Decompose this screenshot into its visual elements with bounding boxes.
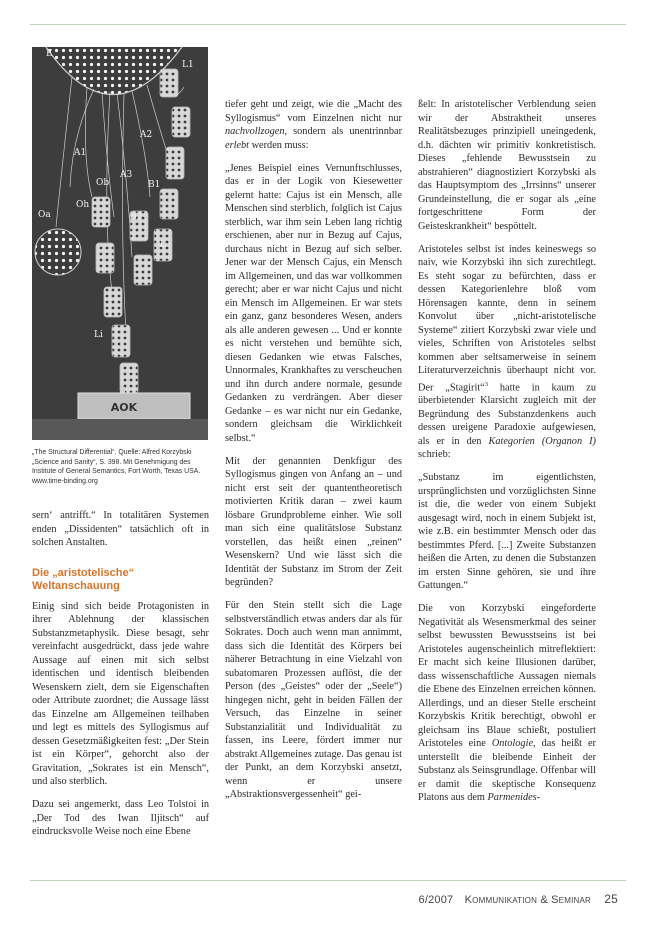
label-a3: A3 <box>120 170 133 180</box>
page-footer <box>419 892 619 906</box>
col3-p3-text-b: , das heißt er unterstellt die bleibende Einheit der Substanz als Seinsgrundlage. Offenbar will er damit die skeptische Konsequenz Platons aus dem <box>418 738 596 804</box>
column-2 <box>225 98 402 802</box>
issue-number: 6/2007 <box>418 894 454 906</box>
label-b1: B1 <box>148 180 161 190</box>
col3-aristotle-quote: „Substanz im eigentlichsten, ursprünglichsten und vorzüglichsten Sinne ist die, die weder von einem Subjekt ausgesagt wird, noch in einem Subjekt ist, wie z.B. ein bestimmter Mensch oder das bestimmtes Pferd. [...] Zweite Substanzen heißen die Arten, zu denen die Substanzen im ersten Sinne gehören, sie und ihre Gattungen.“ <box>418 472 596 592</box>
col1-paragraph-1: Einig sind sich beide Protagonisten in ihrer Ablehnung der klassischen Substanzmetaphysik. Diese besagt, sehr vereinfacht ausgedrückt, dass jede wahre Aussage auf einen mit sich selbst identischen und identisch bleibenden Wesenskern zielt, dem sie Eigenschaften oder Attribute zuordnet; die Aussage lässt das Einzelne am Allgemeinen teilhaben und legt es mittels des Syllogismus auf dessen Gesetzmäßigkeiten fest: „Der Stein ist ein Körper“, gehorcht also der Gravitation, „Sokrates ist ein Mensch“, und also sterblich. <box>32 600 209 787</box>
label-li: Li <box>94 330 103 340</box>
label-oh: Oh <box>76 200 90 210</box>
page-number: 25 <box>604 892 618 906</box>
top-rule <box>30 24 626 25</box>
col3-p3-emphasis-1: Ontologie <box>491 738 534 750</box>
label-e: E <box>46 49 53 59</box>
col2-paragraph-1 <box>225 98 402 152</box>
structural-differential-illustration <box>32 47 208 440</box>
footnote-marker: 3 <box>484 380 488 388</box>
col3-paragraph-3 <box>418 602 596 805</box>
col2-p1-emphasis-2: erlebt <box>225 139 250 151</box>
label-a1: A1 <box>74 148 87 158</box>
col2-p1-emphasis-1: nachvollzogen <box>225 126 285 137</box>
col3-p3-text-c: - <box>536 792 541 804</box>
col2-paragraph-3: Für den Stein stellt sich die Lage selbstverständlich etwas anders dar als für Sokrates. Doch auch wenn man annimmt, dass sich die Identität des Körpers bei näherer Betrachtung in eine Vielzahl von subatomaren Prozessen auflöst, die der Person (des „Geistes“ oder der „Seele“) hingegen nicht, geht in beiden Fällen der Versuch, das Einzelne in seiner Substanzialität und Individualität zu fassen, ins Leere, fördert immer nur abstrakt Allgemeines zutage. Das genau ist der Punkt, an dem Korzybski ansetzt, wenn er unsere „Abstraktionsvergessenheit“ gei- <box>225 600 402 800</box>
label-l1: L1 <box>182 60 194 70</box>
label-oa: Oa <box>38 210 51 220</box>
col2-p1-text-b: , sondern als unentrinnbar <box>284 126 402 137</box>
figure-caption: „The Structural Differential“. Quelle: Alfred Korzybski „Science and Sanity“, S. 398. Mit Genehmigung des Institute of General Semantics, Fort Worth, Texas USA. www.time-binding.org <box>32 449 201 485</box>
col3-paragraph-2 <box>418 243 596 462</box>
col3-p2-text-a: Aristoteles selbst ist indes keineswegs so naiv, wie Korzybski ihn sich zurechtlegt. Es steht sogar zu befürchten, dass er dessen Kategorienlehre bloß vom Hörensagen kannte, denn in seinem Konvolut über „nicht-aristotelische Systeme“ zitiert Korzybski zwar viele und vieles, Schriften von Aristoteles selbst kommen aber seltsamerweise in seinem Literaturverzeichnis überhaupt nicht vor. Der „Stagirit“ <box>418 243 596 393</box>
col3-p3-text-a: Die von Korzybski eingeforderte Negativität als Wesensmerkmal des seiner selbst bewussten Bewusstseins ist bei Aristoteles augenscheinlich mitreflektiert: Er macht sich keine Illusionen darüber, dass wissenschaftliche Aussagen niemals die Ebene des Einzelnen erreichen können. Allerdings, und an dieser Stelle erscheint Korzybskis Kritik berechtigt, obwohl er gleichsam ins Blaue schießt, postuliert Aristoteles eine <box>418 603 596 750</box>
column-3 <box>418 98 596 805</box>
col3-p2-emphasis: Kategorien (Organon I) <box>488 435 596 447</box>
col3-p3-emphasis-2: Parmenides <box>487 792 537 804</box>
col3-p2-text-b: hatte in kaum zu überbietender Klarsicht zugleich mit der Begründung des Substanzdenkens auch dessen ureigene Paradoxie aufgewiesen, als er in den <box>418 381 596 447</box>
publication-name: Kommunikation & Seminar <box>464 894 591 906</box>
section-heading-line-2: Weltanschauung <box>32 579 120 592</box>
bottom-rule <box>30 880 626 881</box>
col2-p1-text-c: werden muss: <box>249 139 309 151</box>
stand-logo: AOK <box>110 401 138 414</box>
label-b2: B2 <box>130 212 143 222</box>
section-heading-line-1: Die „aristotelische“ <box>32 566 135 579</box>
col2-p1-text-a: tiefer geht und zeigt, wie die „Macht des Syllogismus“ vom Einzelnen nicht nur <box>225 99 402 124</box>
col1-paragraph-0: sern‘ antrifft.“ In totalitären Systemen enden „Dissidenten“ tatsächlich oft in solchen Anstalten. <box>32 510 209 548</box>
col3-paragraph-1: ßelt: In aristotelischer Verblendung seien wir der Abstraktheit unseres Realitätsbezuges prinzipiell uneingedenk, d.h. dächten wir primitiv konkretistisch. Dieses „fehlende Bewusstsein zu abstrahieren“ diagnostiziert Korzybski als das Hauptsymptom des „Irrsinns“ unserer Grundeinstellung, die er sogar als „eine fortgeschrittene Form der Geisteskrankheit“ bespöttelt. <box>418 99 596 232</box>
label-a2: A2 <box>140 130 153 140</box>
col2-paragraph-2: Mit der genannten Denkfigur des Syllogismus gingen von Anfang an – und nicht erst seit der quantentheoretisch motivierten Kritik daran – zwei kaum lösbare Grundprobleme einher. Wie soll man sich eine qualitätslose Substanz vorstellen, das heißt einen „reinen“ Wesenskern? Und wie lässt sich die Identität der Substanz im Strom der Zeit begründen? <box>225 455 402 588</box>
col2-tolstoi-quote: „Jenes Beispiel eines Vernunftschlusses, das er in der Logik von Kiesewetter gelernt hatte: Cajus ist ein Mensch, alle Menschen sind sterblich, folglich ist Cajus sterblich, war ihm sein Leben lang richtig erschienen, aber nur in Bezug auf Cajus, durchaus nicht in Bezug auf sich selber. Jener war der Mensch Cajus, ein Mensch im Allgemeinen, und das war vollkommen gerecht; aber er war nicht Cajus und nicht ein Mensch im Allgemeinen. Er war stets ein ganz, ganz besonderes Wesen, anders als alle anderen gewesen ... Und er konnte es nicht verstehen und bemühte sich, diesen Gedanken wie etwas Falsches, Unnormales, Krankhaftes zu verscheuchen und ihn durch andere normale, gesunde Gedanken zu verdrängen. Aber dieser Gedanke – es war nicht nur ein Gedanke, sondern gleichsam die Wirklichkeit selbst.“ <box>225 162 402 444</box>
label-ob: Ob <box>96 178 110 188</box>
structural-differential-figure <box>32 47 208 440</box>
column-1 <box>32 509 209 839</box>
label-l: L <box>160 240 166 250</box>
col3-p2-text-c: schrieb: <box>418 449 451 461</box>
col1-paragraph-2: Dazu sei angemerkt, dass Leo Tolstoi in „Der Tod des Iwan Iljitsch“ auf eindrucksvolle Weise noch eine Ebene <box>32 799 209 837</box>
section-heading <box>32 567 209 593</box>
